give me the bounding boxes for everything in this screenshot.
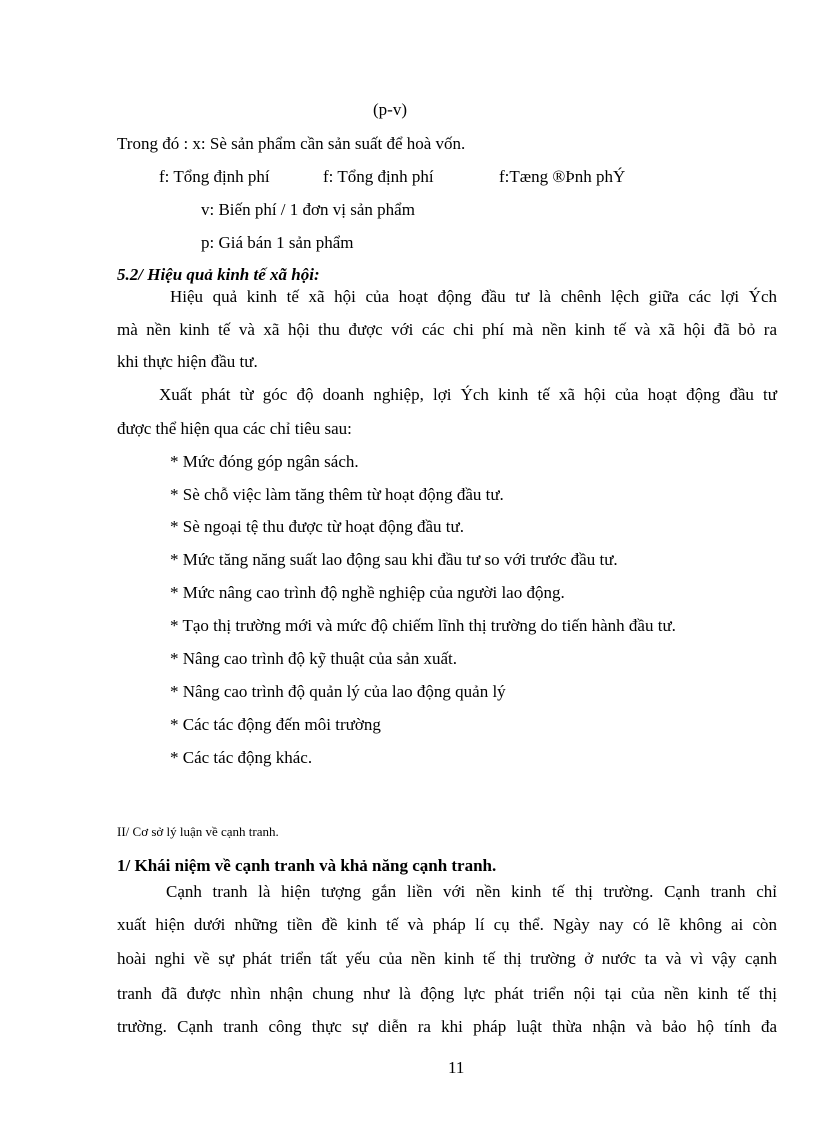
paragraph-line: xuất hiện dưới những tiền đề kinh tế và pháp lí cụ thể. Ngày nay có lẽ không ai còn xyxy=(117,915,777,934)
paragraph-line: được thể hiện qua các chỉ tiêu sau: xyxy=(117,419,352,438)
bullet-item: * Các tác động khác. xyxy=(170,748,313,767)
paragraph-line: Xuất phát từ góc độ doanh nghiệp, lợi Ých kinh tế xã hội của hoạt động đầu tư xyxy=(159,385,777,404)
legend-f-item: f: Tổng định phí xyxy=(159,167,270,186)
bullet-item: * Tạo thị trường mới và mức độ chiếm lĩnh thị trường do tiến hành đầu tư. xyxy=(170,616,676,635)
chapter-heading: II/ Cơ sở lý luận về cạnh tranh. xyxy=(117,824,279,839)
bullet-item: * Nâng cao trình độ kỹ thuật của sản xuất. xyxy=(170,649,458,668)
paragraph-line: hoài nghi về sự phát triển tất yếu của nền kinh tế thị trường ở nước ta và vì vậy cạnh xyxy=(117,949,777,968)
bullet-item: * Sè ngoại tệ thu được từ hoạt động đầu tư. xyxy=(170,517,464,536)
formula-denominator: (p-v) xyxy=(373,100,407,119)
bullet-item: * Các tác động đến môi trường xyxy=(170,715,381,734)
paragraph-line: mà nền kinh tế và xã hội thu được với các chi phí mà nền kinh tế và xã hội đã bỏ ra xyxy=(117,320,777,339)
legend-f-item: f: Tổng định phí xyxy=(323,167,434,186)
paragraph-line: Hiệu quả kinh tế xã hội của hoạt động đầu tư là chênh lệch giữa các lợi Ých xyxy=(170,287,777,306)
page-number: 11 xyxy=(448,1058,465,1077)
section-heading: 5.2/ Hiệu quả kinh tế xã hội: xyxy=(117,265,320,284)
legend-v-line: v: Biến phí / 1 đơn vị sản phẩm xyxy=(201,200,415,219)
paragraph-line: khi thực hiện đầu tư. xyxy=(117,352,258,371)
bullet-item: * Mức nâng cao trình độ nghề nghiệp của người lao động. xyxy=(170,583,565,602)
bullet-item: * Sè chỗ việc làm tăng thêm từ hoạt động đầu tư. xyxy=(170,485,504,504)
paragraph-line: trường. Cạnh tranh công thực sự diễn ra khi pháp luật thừa nhận và bảo hộ tính đa xyxy=(117,1017,777,1036)
paragraph-line: tranh đã được nhìn nhận chung như là động lực phát triển nội tại của nền kinh tế thị xyxy=(117,984,777,1003)
bullet-item: * Nâng cao trình độ quản lý của lao động quản lý xyxy=(170,682,506,701)
subsection-heading: 1/ Khái niệm về cạnh tranh và khả năng cạnh tranh. xyxy=(117,856,497,875)
legend-intro: Trong đó : x: Sè sản phẩm cần sản suất để hoà vốn. xyxy=(117,134,466,153)
bullet-item: * Mức tăng năng suất lao động sau khi đầu tư so với trước đầu tư. xyxy=(170,550,618,569)
legend-f-item: f:Tæng ®Þnh phÝ xyxy=(499,167,626,186)
legend-p-line: p: Giá bán 1 sản phẩm xyxy=(201,233,354,252)
paragraph-line: Cạnh tranh là hiện tượng gắn liền với nền kinh tế thị trường. Cạnh tranh chỉ xyxy=(166,882,777,901)
bullet-item: * Mức đóng góp ngân sách. xyxy=(170,452,359,471)
